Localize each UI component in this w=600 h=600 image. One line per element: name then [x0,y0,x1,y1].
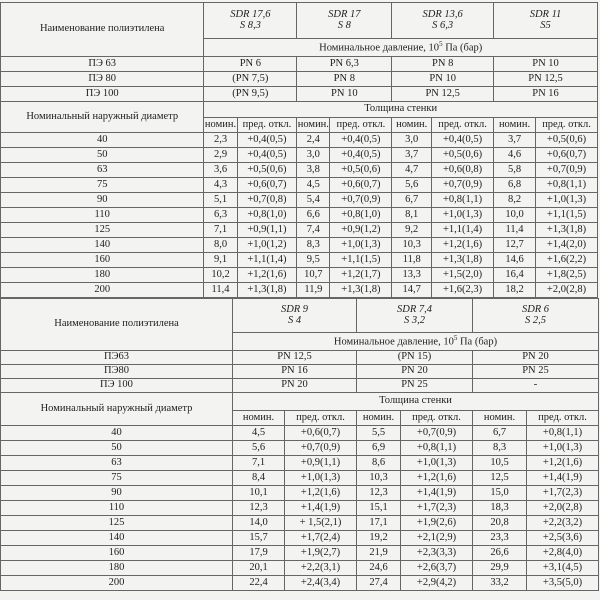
sub-nom: номин. [204,118,237,133]
diameter-cell: 125 [1,223,204,238]
nominal-cell: 5,5 [357,426,401,441]
deviation-cell: +0,4(0,5) [237,133,297,148]
diameter-cell: 90 [1,193,204,208]
nominal-cell: 6,9 [357,441,401,456]
deviation-cell: +1,7(2,4) [285,531,357,546]
deviation-cell: +0,4(0,5) [432,133,494,148]
nominal-cell: 33,2 [473,576,527,591]
pressure-value: PN 10 [494,57,598,72]
diameter-cell: 140 [1,238,204,253]
sub-nom: номин. [357,411,401,426]
table-row [1,223,598,238]
wall-header: Толщина стенки [204,102,598,118]
nominal-cell: 5,6 [392,178,432,193]
deviation-cell: +1,0(1,2) [237,238,297,253]
nominal-cell: 26,6 [473,546,527,561]
pressure-header: Номинальное давление, $10^5$ Па (бар) [204,39,598,57]
diameter-cell: 180 [1,268,204,283]
diameter-cell: 40 [1,426,233,441]
sdr-header: SDR 13,6 S 6,3 [392,3,494,39]
deviation-cell: +1,4(2,0) [536,238,598,253]
nominal-cell: 4,7 [392,163,432,178]
nominal-cell: 5,1 [204,193,237,208]
table-body [1,426,599,591]
sub-dev: пред. откл. [285,411,357,426]
pressure-value: PN 12,5 [392,87,494,102]
diameter-cell: 110 [1,501,233,516]
nominal-cell: 8,2 [494,193,536,208]
nominal-cell: 5,8 [494,163,536,178]
deviation-cell: +0,5(0,6) [536,133,598,148]
diameter-cell: 180 [1,561,233,576]
table-row [1,516,599,531]
diameter-cell: 50 [1,441,233,456]
deviation-cell: +0,6(0,7) [237,178,297,193]
diameter-cell: 160 [1,546,233,561]
nominal-cell: 8,6 [357,456,401,471]
nominal-cell: 3,0 [297,148,330,163]
deviation-cell: +1,1(1,5) [330,253,392,268]
nominal-cell: 11,9 [297,283,330,298]
deviation-cell: +0,7(0,9) [432,178,494,193]
nominal-cell: 6,6 [297,208,330,223]
deviation-cell: +0,5(0,6) [330,163,392,178]
pressure-value: PN 12,5 [233,351,357,365]
pressure-value: PN 16 [494,87,598,102]
sub-nom: номин. [297,118,330,133]
pressure-value: PN 20 [233,379,357,393]
nominal-cell: 14,0 [233,516,285,531]
nominal-cell: 10,1 [233,486,285,501]
deviation-cell: +0,8(1,1) [536,178,598,193]
deviation-cell: +0,8(1,1) [527,426,599,441]
deviation-cell: +0,6(0,7) [330,178,392,193]
deviation-cell: +0,4(0,5) [330,133,392,148]
material-name: ПЭ 80 [1,72,204,87]
diameter-cell: 110 [1,208,204,223]
nominal-cell: 6,7 [473,426,527,441]
deviation-cell: +3,1(4,5) [527,561,599,576]
deviation-cell: +1,1(1,5) [536,208,598,223]
table-row [1,238,598,253]
sdr-table-1 [0,2,598,298]
deviation-cell: +2,1(2,9) [401,531,473,546]
nominal-cell: 10,7 [297,268,330,283]
pressure-value: PN 10 [297,87,392,102]
nominal-cell: 17,9 [233,546,285,561]
pressure-header: Номинальное давление, $10^5$ Па (бар) [233,333,599,351]
nominal-cell: 10,2 [204,268,237,283]
pressure-value: PN 10 [392,72,494,87]
deviation-cell: +0,7(0,8) [237,193,297,208]
deviation-cell: +1,2(1,6) [237,268,297,283]
nominal-cell: 4,5 [297,178,330,193]
nominal-cell: 4,6 [494,148,536,163]
diameter-cell: 90 [1,486,233,501]
deviation-cell: +0,4(0,5) [330,148,392,163]
nominal-cell: 3,0 [392,133,432,148]
deviation-cell: +1,9(2,6) [401,516,473,531]
deviation-cell: +1,3(1,8) [536,223,598,238]
name-header: Наименование полиэтилена [1,3,204,57]
nominal-cell: 7,4 [297,223,330,238]
nominal-cell: 2,4 [297,133,330,148]
table-row [1,133,598,148]
nominal-cell: 11,4 [204,283,237,298]
nominal-cell: 12,3 [357,486,401,501]
deviation-cell: +2,0(2,8) [536,283,598,298]
deviation-cell: +1,9(2,7) [285,546,357,561]
deviation-cell: +2,2(3,1) [285,561,357,576]
table-row [1,471,599,486]
sub-dev: пред. откл. [330,118,392,133]
nominal-cell: 21,9 [357,546,401,561]
pressure-value: (PN 7,5) [204,72,297,87]
diameter-cell: 200 [1,576,233,591]
diameter-cell: 160 [1,253,204,268]
nominal-cell: 8,3 [297,238,330,253]
nominal-cell: 5,6 [233,441,285,456]
sub-nom: номин. [233,411,285,426]
deviation-cell: +0,4(0,5) [237,148,297,163]
sub-nom: номин. [392,118,432,133]
deviation-cell: +1,0(1,3) [401,456,473,471]
material-name: ПЭ80 [1,365,233,379]
nominal-cell: 13,3 [392,268,432,283]
table-body [1,133,598,298]
deviation-cell: +1,5(2,0) [432,268,494,283]
table-row [1,576,599,591]
deviation-cell: +0,6(0,7) [536,148,598,163]
pressure-value: - [473,379,599,393]
nominal-cell: 15,0 [473,486,527,501]
sdr-header: SDR 6 S 2,5 [473,299,599,333]
nominal-cell: 6,8 [494,178,536,193]
nominal-cell: 9,5 [297,253,330,268]
pressure-value: (PN 15) [357,351,473,365]
sub-dev: пред. откл. [432,118,494,133]
sub-dev: пред. откл. [401,411,473,426]
table-row [1,546,599,561]
deviation-cell: +1,1(1,4) [432,223,494,238]
deviation-cell: +0,9(1,1) [237,223,297,238]
deviation-cell: +2,9(4,2) [401,576,473,591]
diameter-cell: 200 [1,283,204,298]
deviation-cell: +0,8(1,1) [401,441,473,456]
diameter-cell: 125 [1,516,233,531]
nominal-cell: 5,4 [297,193,330,208]
nominal-cell: 3,6 [204,163,237,178]
sdr-header: SDR 11 S5 [494,3,598,39]
nominal-cell: 14,6 [494,253,536,268]
nominal-cell: 6,7 [392,193,432,208]
nominal-cell: 24,6 [357,561,401,576]
diameter-header: Номинальный наружный диаметр [1,393,233,426]
deviation-cell: +1,0(1,3) [527,441,599,456]
deviation-cell: +1,2(1,6) [401,471,473,486]
diameter-cell: 140 [1,531,233,546]
pressure-value: PN 12,5 [494,72,598,87]
nominal-cell: 11,4 [494,223,536,238]
nominal-cell: 12,5 [473,471,527,486]
nominal-cell: 20,8 [473,516,527,531]
nominal-cell: 3,8 [297,163,330,178]
table-row [1,283,598,298]
deviation-cell: +2,8(4,0) [527,546,599,561]
deviation-cell: +2,3(3,3) [401,546,473,561]
deviation-cell: +0,6(0,8) [432,163,494,178]
deviation-cell: +1,0(1,3) [330,238,392,253]
nominal-cell: 23,3 [473,531,527,546]
nominal-cell: 8,3 [473,441,527,456]
nominal-cell: 8,4 [233,471,285,486]
table-row [1,486,599,501]
nominal-cell: 10,5 [473,456,527,471]
nominal-cell: 18,2 [494,283,536,298]
deviation-cell: +1,2(1,6) [285,486,357,501]
deviation-cell: +1,4(1,9) [285,501,357,516]
diameter-cell: 63 [1,163,204,178]
deviation-cell: +1,3(1,8) [237,283,297,298]
sub-dev: пред. откл. [527,411,599,426]
diameter-cell: 40 [1,133,204,148]
diameter-header: Номинальный наружный диаметр [1,102,204,133]
table-row [1,426,599,441]
deviation-cell: +1,0(1,3) [285,471,357,486]
deviation-cell: +3,5(5,0) [527,576,599,591]
table-row [1,148,598,163]
deviation-cell: +0,7(0,9) [330,193,392,208]
name-header: Наименование полиэтилена [1,299,233,351]
deviation-cell: +0,8(1,0) [330,208,392,223]
deviation-cell: +0,5(0,6) [432,148,494,163]
pressure-value: PN 20 [357,365,473,379]
pressure-value: PN 16 [233,365,357,379]
deviation-cell: +1,6(2,2) [536,253,598,268]
deviation-cell: +1,7(2,3) [401,501,473,516]
nominal-cell: 27,4 [357,576,401,591]
nominal-cell: 15,7 [233,531,285,546]
sub-nom: номин. [473,411,527,426]
pressure-value: PN 6 [204,57,297,72]
table-row [1,208,598,223]
nominal-cell: 15,1 [357,501,401,516]
table-row [1,253,598,268]
table-row [1,178,598,193]
nominal-cell: 4,3 [204,178,237,193]
diameter-cell: 75 [1,471,233,486]
sub-dev: пред. откл. [237,118,297,133]
pressure-value: PN 8 [297,72,392,87]
nominal-cell: 3,7 [392,148,432,163]
nominal-cell: 29,9 [473,561,527,576]
material-name: ПЭ 100 [1,87,204,102]
nominal-cell: 11,8 [392,253,432,268]
nominal-cell: 7,1 [204,223,237,238]
nominal-cell: 12,3 [233,501,285,516]
deviation-cell: +1,3(1,8) [432,253,494,268]
sub-nom: номин. [494,118,536,133]
nominal-cell: 20,1 [233,561,285,576]
nominal-cell: 7,1 [233,456,285,471]
nominal-cell: 2,9 [204,148,237,163]
deviation-cell: +1,1(1,4) [237,253,297,268]
table-row [1,163,598,178]
pressure-value: PN 20 [473,351,599,365]
deviation-cell: +0,5(0,6) [237,163,297,178]
deviation-cell: +1,4(1,9) [401,486,473,501]
deviation-cell: +2,5(3,6) [527,531,599,546]
deviation-cell: +0,6(0,7) [285,426,357,441]
deviation-cell: +1,7(2,3) [527,486,599,501]
material-name: ПЭ63 [1,351,233,365]
nominal-cell: 8,0 [204,238,237,253]
nominal-cell: 8,1 [392,208,432,223]
sdr-header: SDR 9 S 4 [233,299,357,333]
deviation-cell: +1,2(1,6) [527,456,599,471]
nominal-cell: 17,1 [357,516,401,531]
sub-dev: пред. откл. [536,118,598,133]
pressure-value: PN 25 [357,379,473,393]
deviation-cell: +0,8(1,0) [237,208,297,223]
pressure-value: PN 25 [473,365,599,379]
table-row [1,193,598,208]
deviation-cell: +1,2(1,7) [330,268,392,283]
pressure-value: PN 8 [392,57,494,72]
deviation-cell: +2,4(3,4) [285,576,357,591]
diameter-cell: 63 [1,456,233,471]
table-row [1,456,599,471]
table-row [1,441,599,456]
nominal-cell: 9,1 [204,253,237,268]
material-name: ПЭ 63 [1,57,204,72]
deviation-cell: +1,4(1,9) [527,471,599,486]
pressure-value: PN 6,3 [297,57,392,72]
nominal-cell: 10,0 [494,208,536,223]
diameter-cell: 75 [1,178,204,193]
deviation-cell: +0,7(0,9) [401,426,473,441]
table-row [1,268,598,283]
wall-header: Толщина стенки [233,393,599,411]
deviation-cell: +1,2(1,6) [432,238,494,253]
nominal-cell: 10,3 [357,471,401,486]
nominal-cell: 2,3 [204,133,237,148]
nominal-cell: 4,5 [233,426,285,441]
deviation-cell: +1,3(1,8) [330,283,392,298]
deviation-cell: +0,9(1,1) [285,456,357,471]
nominal-cell: 10,3 [392,238,432,253]
deviation-cell: + 1,5(2,1) [285,516,357,531]
sdr-header: SDR 17 S 8 [297,3,392,39]
deviation-cell: +1,0(1,3) [432,208,494,223]
nominal-cell: 19,2 [357,531,401,546]
nominal-cell: 18,3 [473,501,527,516]
table-row [1,531,599,546]
nominal-cell: 6,3 [204,208,237,223]
nominal-cell: 16,4 [494,268,536,283]
table-row [1,501,599,516]
nominal-cell: 22,4 [233,576,285,591]
deviation-cell: +2,6(3,7) [401,561,473,576]
deviation-cell: +1,6(2,3) [432,283,494,298]
deviation-cell: +0,8(1,1) [432,193,494,208]
deviation-cell: +1,8(2,5) [536,268,598,283]
pressure-value: (PN 9,5) [204,87,297,102]
material-name: ПЭ 100 [1,379,233,393]
nominal-cell: 9,2 [392,223,432,238]
sdr-header: SDR 7,4 S 3,2 [357,299,473,333]
deviation-cell: +0,7(0,9) [285,441,357,456]
deviation-cell: +0,9(1,2) [330,223,392,238]
deviation-cell: +1,0(1,3) [536,193,598,208]
sdr-header: SDR 17,6 S 8,3 [204,3,297,39]
deviation-cell: +2,0(2,8) [527,501,599,516]
nominal-cell: 14,7 [392,283,432,298]
deviation-cell: +0,7(0,9) [536,163,598,178]
table-row [1,561,599,576]
deviation-cell: +2,2(3,2) [527,516,599,531]
diameter-cell: 50 [1,148,204,163]
nominal-cell: 3,7 [494,133,536,148]
nominal-cell: 12,7 [494,238,536,253]
sdr-table-2 [0,298,599,591]
